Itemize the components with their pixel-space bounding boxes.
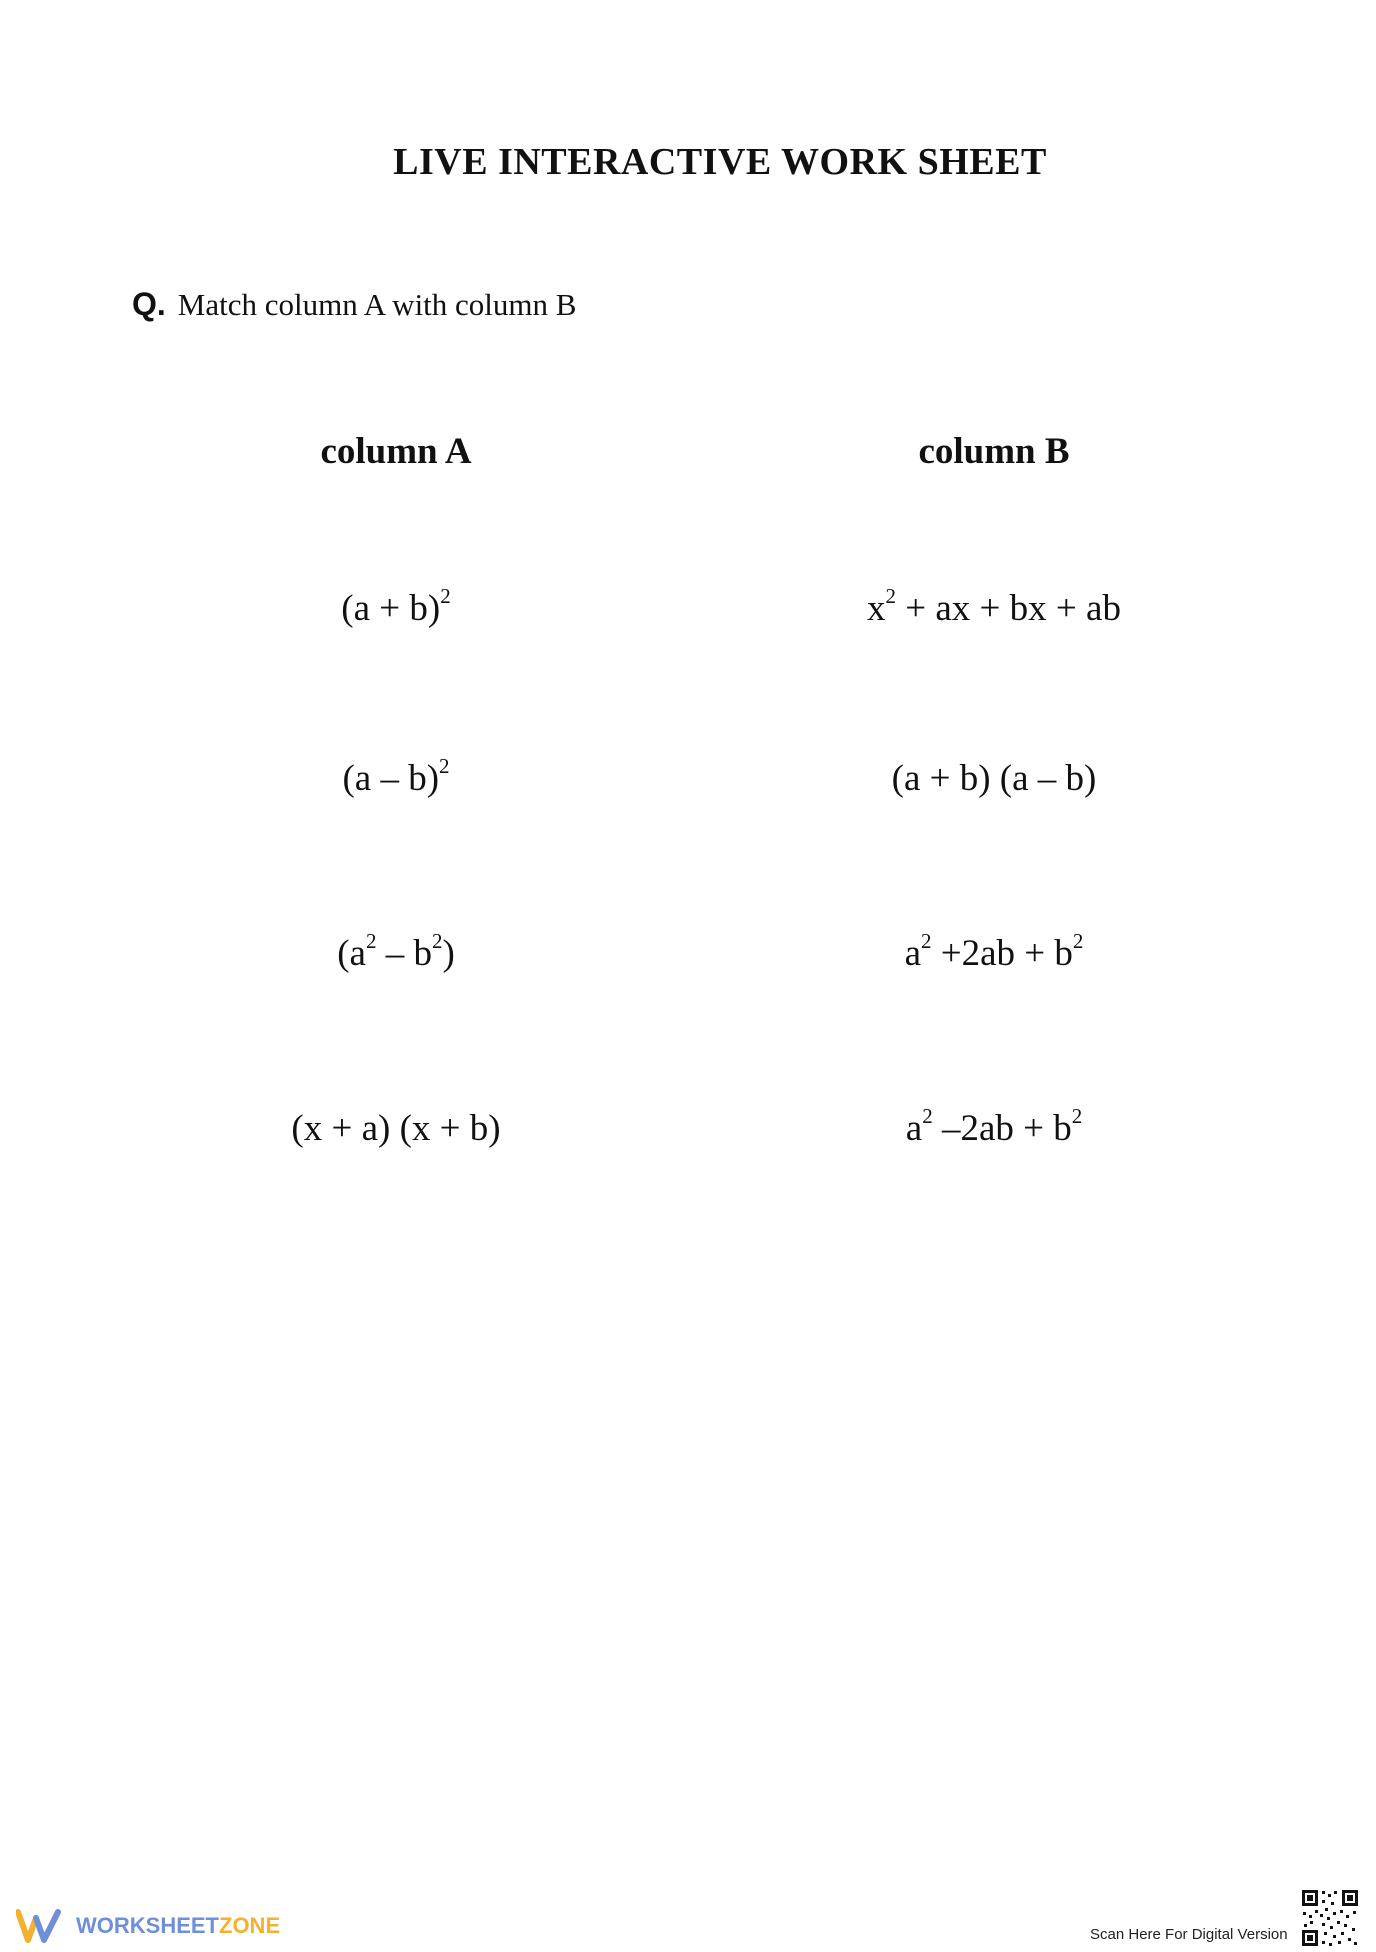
column-b-item-4[interactable]: $a^2$ $-2ab + b^2$ [905, 1104, 1083, 1149]
worksheet-title: LIVE INTERACTIVE WORK SHEET [393, 141, 1047, 183]
logo-w-icon [16, 1908, 68, 1944]
column-a-item-3[interactable]: $(a^2 - b^2)$ [337, 929, 455, 974]
column-a-item-4[interactable]: (x + a) (x + b) [291, 1108, 501, 1149]
column-a-item-1[interactable]: $(a + b)^2$ [341, 584, 451, 629]
brand-name-part1: WORKSHEET [76, 1913, 219, 1938]
column-b-item-3[interactable]: $a^2 +2ab + b^2$ [904, 929, 1084, 974]
question-marker: Q. [132, 286, 166, 322]
column-b-heading: column B [918, 431, 1070, 472]
question [132, 286, 576, 323]
column-b-item-1[interactable]: $x^2$ + ax + bx + ab [867, 584, 1121, 629]
column-a-heading: column A [320, 431, 472, 472]
brand-name-part2: ZONE [219, 1913, 281, 1938]
qr-code-icon[interactable] [1300, 1888, 1360, 1948]
scan-text: Scan Here For Digital Version [1090, 1926, 1288, 1943]
column-a-item-2[interactable]: (a – b)$^2$ [342, 754, 450, 799]
column-b-item-2[interactable]: (a + b) (a – b) [891, 758, 1097, 799]
worksheetzone-logo[interactable] [16, 1908, 280, 1944]
question-text: Match column A with column B [177, 287, 577, 322]
